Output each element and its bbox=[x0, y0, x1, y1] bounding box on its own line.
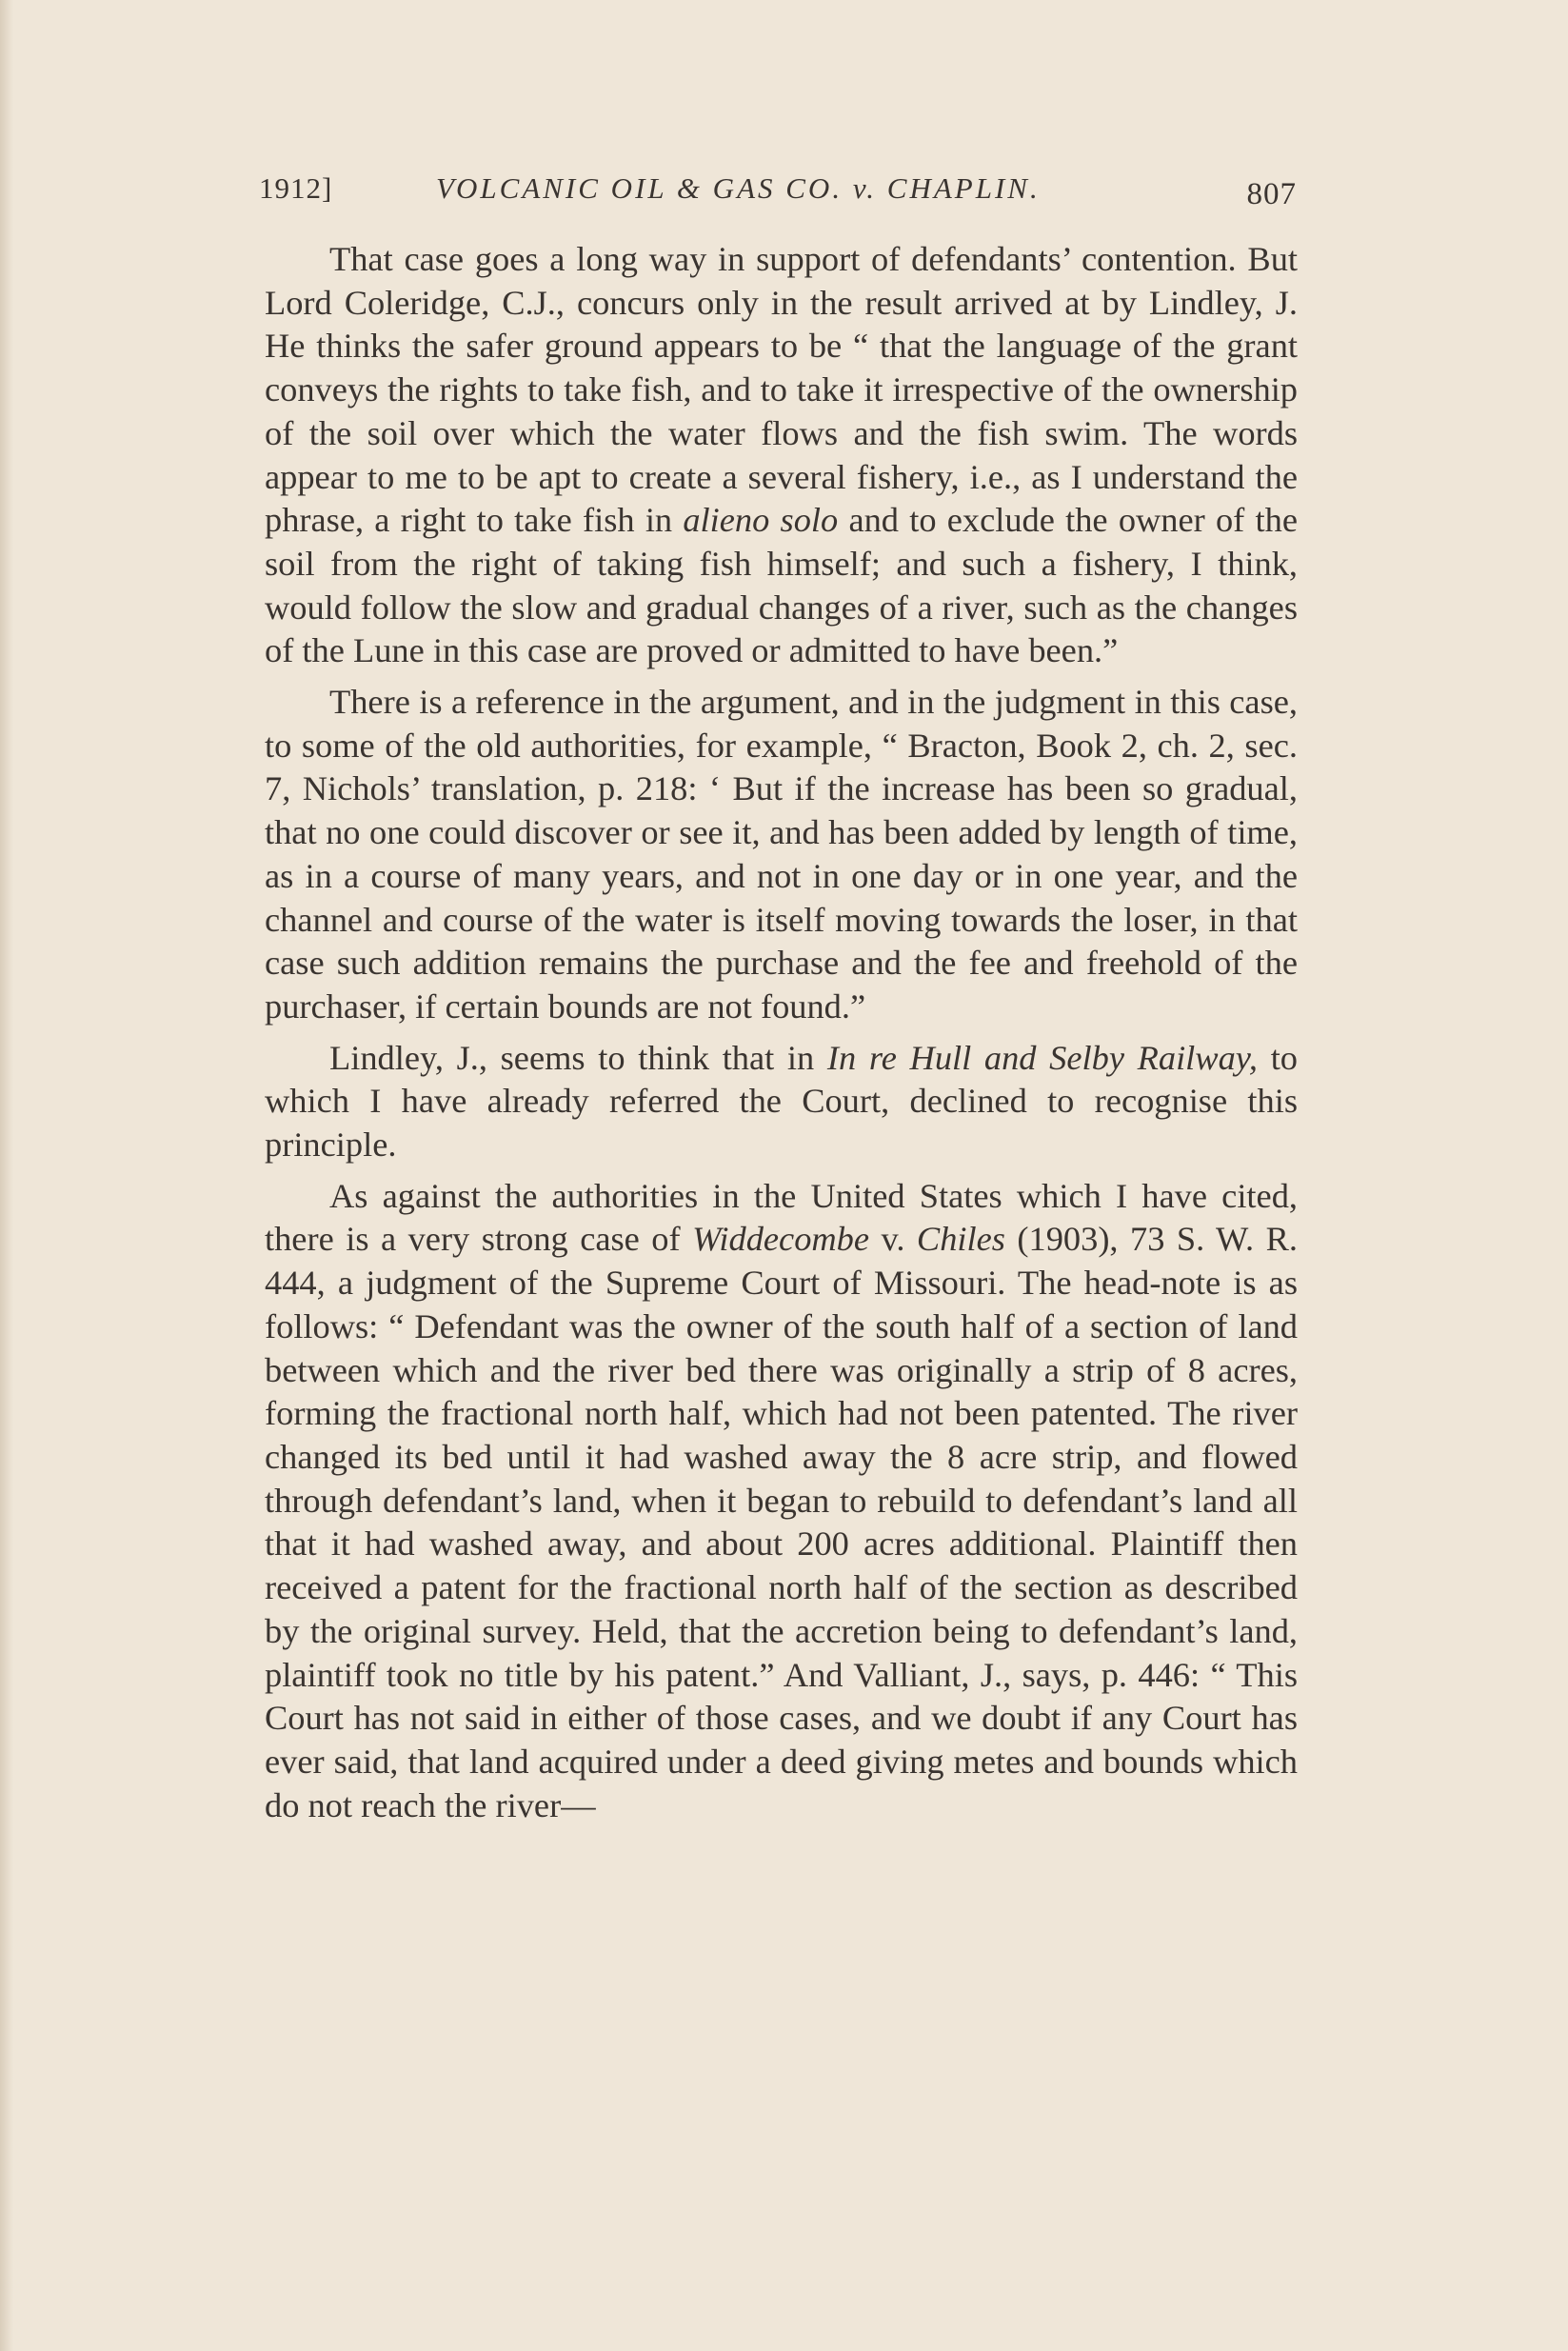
header-title: VOLCANIC OIL & GAS CO. v. CHAPLIN. bbox=[436, 171, 1041, 205]
paragraph-1-text-after: and to exclude the owner of the soil from the right of taking fish himself; and such a fishery, I think, would follow the slow and gradual changes of a river, such as the changes of the Lune in this case are proved or admitted to have been.” bbox=[265, 501, 1298, 670]
paragraph-4-italic: Widdecombe bbox=[692, 1220, 870, 1259]
paragraph-4-text: As against the authorities in the United States which I have cited, there is a very strong case of bbox=[265, 1176, 1298, 1259]
paragraph-4 bbox=[265, 1175, 1298, 1828]
paragraph-1 bbox=[265, 238, 1298, 673]
paragraph-3 bbox=[265, 1037, 1298, 1167]
paragraph-3-text-after: to which I have already referred the Court, declined to recognise this principle. bbox=[265, 1038, 1298, 1165]
paragraph-1-text: That case goes a long way in support of defendants’ contention. But Lord Coleridge, C.J., concurs only in the result arrived at by Lindley, J. He thinks the safer ground appears to be “ that the language of the grant conveys the rights to take fish, and to take it irrespective of the ownership of the soil over which the water flows and the fish swim. The words appear to me to be apt to create a several fishery, i.e., as I understand the phrase, a right to take fish in bbox=[265, 240, 1298, 540]
running-header bbox=[259, 168, 1297, 213]
page-edge bbox=[0, 0, 13, 2351]
paragraph-1-italic: alieno solo bbox=[683, 501, 839, 540]
paragraph-4-text-after: (1903), 73 S. W. R. 444, a judgment of the Supreme Court of Missouri. The head-note is as follows: “ Defendant was the owner of the south half of a section of land between which and the river bed there was originally a strip of 8 acres, forming the fractional north half, which had not been patented. The river changed its bed until it had washed away the 8 acre strip, and flowed through defendant’s land, when it began to rebuild to defendant’s land all that it had washed away, and about 200 acres additional. Plaintiff then received a patent for the fractional north half of the section as described by the original survey. Held, that the accretion being to defendant’s land, plaintiff took no title by his patent.” And Valliant, J., says, p. 446: “ This Court has not said in either of those cases, and we doubt if any Court has ever said, that land acquired under a deed giving metes and bounds which do not reach the river— bbox=[265, 1220, 1298, 1824]
body-text bbox=[265, 238, 1298, 1835]
page-number: 807 bbox=[1246, 177, 1297, 211]
paragraph-4-italic2: Chiles bbox=[916, 1220, 1005, 1259]
paragraph-3-text: Lindley, J., seems to think that in bbox=[329, 1038, 827, 1077]
paragraph-2-text: There is a reference in the argument, and in the judgment in this case, to some of the old authorities, for example, “ Bracton, Book 2, ch. 2, sec. 7, Nichols’ translation, p. 218: ‘ But if the increase has been so gradual, that no one could discover or see it, and has been added by length of time, as in a course of many years, and not in one day or in one year, and the channel and course of the water is itself moving towards the loser, in that case such addition remains the purchase and the fee and freehold of the purchaser, if certain bounds are not found.” bbox=[265, 683, 1298, 1026]
header-year: 1912] bbox=[259, 171, 333, 205]
paragraph-2 bbox=[265, 681, 1298, 1029]
paragraph-4-text-mid: v. bbox=[869, 1220, 917, 1259]
paragraph-3-italic: In re Hull and Selby Railway, bbox=[826, 1038, 1259, 1077]
